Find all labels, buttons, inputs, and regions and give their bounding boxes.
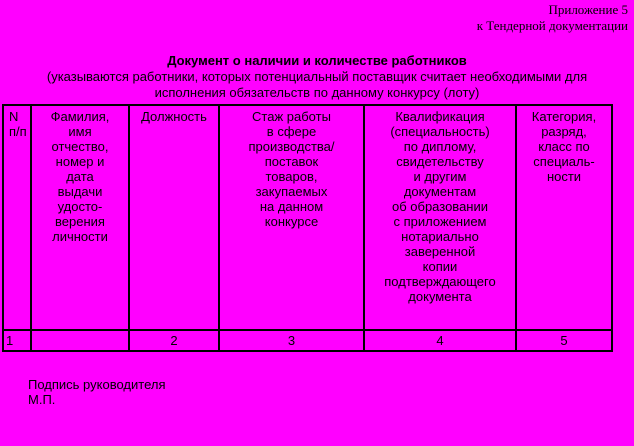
- signature-block: [28, 377, 166, 407]
- number-cell: 2: [129, 330, 219, 351]
- document-title: Документ о наличии и количестве работников: [167, 53, 467, 68]
- number-cell: 5: [516, 330, 612, 351]
- header-cell-full-name: Фамилия, имя отчество, номер и дата выдачи удосто- верения личности: [31, 105, 129, 330]
- appendix-note: [477, 2, 628, 34]
- table-header-row: [3, 105, 612, 330]
- number-cell: 3: [219, 330, 364, 351]
- header-cell-experience: Стаж работы в сфере производства/ поставок товаров, закупаемых на данном конкурсе: [219, 105, 364, 330]
- document-subtitle: (указываются работники, которых потенциальный поставщик считает необходимыми для исполнения обязательств по данному конкурсу (лоту): [46, 69, 588, 100]
- number-cell: [31, 330, 129, 351]
- table-number-row: [3, 330, 612, 351]
- signature-label: Подпись руководителя: [28, 377, 166, 392]
- stamp-label: М.П.: [28, 392, 56, 407]
- header-cell-position: Должность: [129, 105, 219, 330]
- appendix-line-2: к Тендерной документации: [476, 18, 628, 33]
- header-cell-number: N п/п: [3, 105, 31, 330]
- number-cell: 4: [364, 330, 516, 351]
- appendix-line-1: Приложение 5: [548, 2, 628, 17]
- header-cell-qualification: Квалификация (специальность) по диплому, свидетельству и другим документам об образовании с приложением нотариально заверенной копии подтверждающего документа: [364, 105, 516, 330]
- employees-table: [2, 104, 613, 352]
- header-cell-category: Категория, разряд, класс по специаль- ности: [516, 105, 612, 330]
- number-cell: 1: [3, 330, 31, 351]
